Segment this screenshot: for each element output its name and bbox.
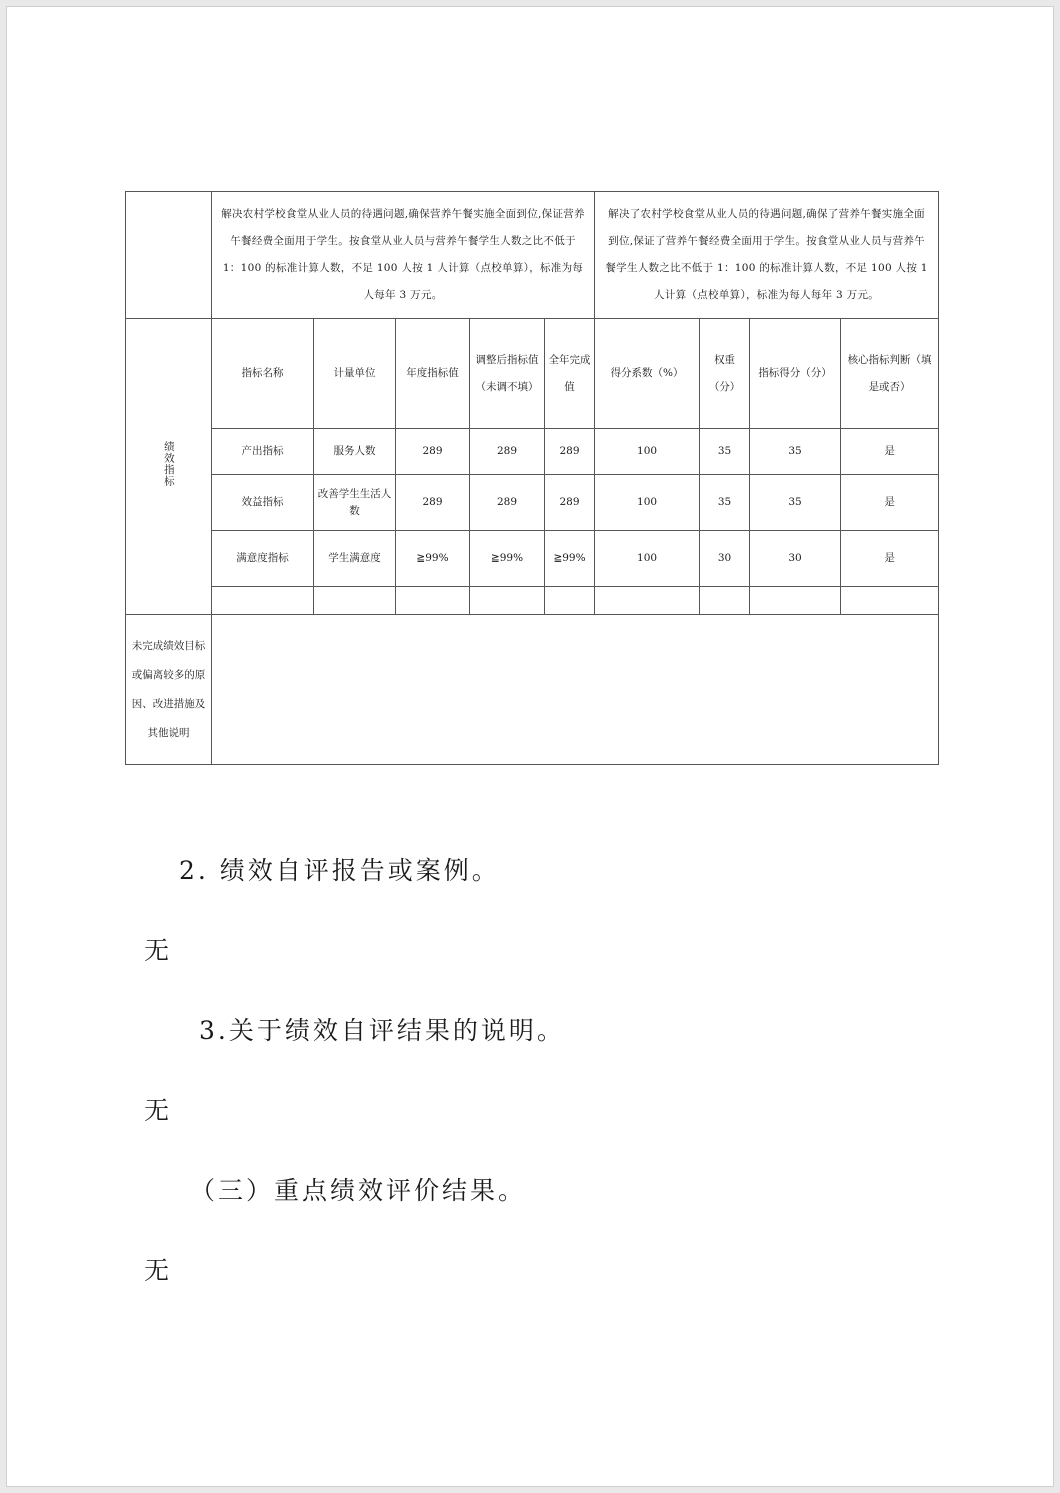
cell-score: 35 [750, 475, 841, 531]
note-row [126, 615, 939, 765]
section-body-key-evaluation: 无 [144, 1256, 173, 1285]
section-label-cell [126, 319, 212, 615]
header-adjusted: 调整后指标值（未调不填） [470, 319, 545, 429]
table-row [126, 475, 939, 531]
cell-unit: 学生满意度 [314, 531, 396, 587]
goal-row-label [126, 192, 212, 319]
header-weight: 权重（分） [700, 319, 750, 429]
header-coef: 得分系数（%） [595, 319, 700, 429]
cell-adjusted: 289 [470, 475, 545, 531]
cell-adjusted: 289 [470, 429, 545, 475]
empty-row [126, 587, 939, 615]
cell-unit: 改善学生生活人数 [314, 475, 396, 531]
section-heading-key-evaluation: （三）重点绩效评价结果。 [190, 1176, 527, 1205]
section-body-self-eval-result: 无 [144, 1096, 173, 1125]
cell-name: 产出指标 [212, 429, 314, 475]
header-core: 核心指标判断（填是或否） [841, 319, 939, 429]
header-completed: 全年完成值 [545, 319, 595, 429]
table-row [126, 429, 939, 475]
cell-core: 是 [841, 531, 939, 587]
cell-completed: ≧99% [545, 531, 595, 587]
section-heading-self-eval-report: 2. 绩效自评报告或案例。 [179, 856, 500, 885]
section-body-self-eval-report: 无 [144, 936, 173, 965]
goal-row [126, 192, 939, 319]
cell-name: 满意度指标 [212, 531, 314, 587]
cell-name: 效益指标 [212, 475, 314, 531]
cell-completed: 289 [545, 475, 595, 531]
cell-adjusted: ≧99% [470, 531, 545, 587]
cell-coef: 100 [595, 531, 700, 587]
cell-core: 是 [841, 475, 939, 531]
table-row [126, 531, 939, 587]
cell-annual: 289 [396, 475, 470, 531]
note-value [212, 615, 939, 765]
cell-weight: 35 [700, 475, 750, 531]
header-annual: 年度指标值 [396, 319, 470, 429]
cell-coef: 100 [595, 475, 700, 531]
cell-coef: 100 [595, 429, 700, 475]
header-score: 指标得分（分） [750, 319, 841, 429]
section-label: 绩效指标 [162, 440, 175, 487]
cell-annual: 289 [396, 429, 470, 475]
indicator-header-row [126, 319, 939, 429]
note-label: 未完成绩效目标或偏离较多的原因、改进措施及其他说明 [126, 615, 212, 765]
section-heading-self-eval-result: 3.关于绩效自评结果的说明。 [199, 1016, 565, 1045]
cell-weight: 35 [700, 429, 750, 475]
cell-score: 35 [750, 429, 841, 475]
performance-table [125, 191, 939, 765]
cell-score: 30 [750, 531, 841, 587]
header-name: 指标名称 [212, 319, 314, 429]
goal-actual: 解决了农村学校食堂从业人员的待遇问题,确保了营养午餐实施全面到位,保证了营养午餐经费全面用于学生。按食堂从业人员与营养午餐学生人数之比不低于 1：100 的标准计算人数，不足 100 人按 1 人计算（点校单算），标准为每人每年 3 万元。 [595, 192, 939, 319]
cell-completed: 289 [545, 429, 595, 475]
header-unit: 计量单位 [314, 319, 396, 429]
cell-core: 是 [841, 429, 939, 475]
goal-planned: 解决农村学校食堂从业人员的待遇问题,确保营养午餐实施全面到位,保证营养午餐经费全面用于学生。按食堂从业人员与营养午餐学生人数之比不低于 1：100 的标准计算人数，不足 100 人按 1 人计算（点校单算），标准为每人每年 3 万元。 [212, 192, 595, 319]
cell-unit: 服务人数 [314, 429, 396, 475]
cell-annual: ≧99% [396, 531, 470, 587]
document-page [6, 6, 1054, 1487]
cell-weight: 30 [700, 531, 750, 587]
